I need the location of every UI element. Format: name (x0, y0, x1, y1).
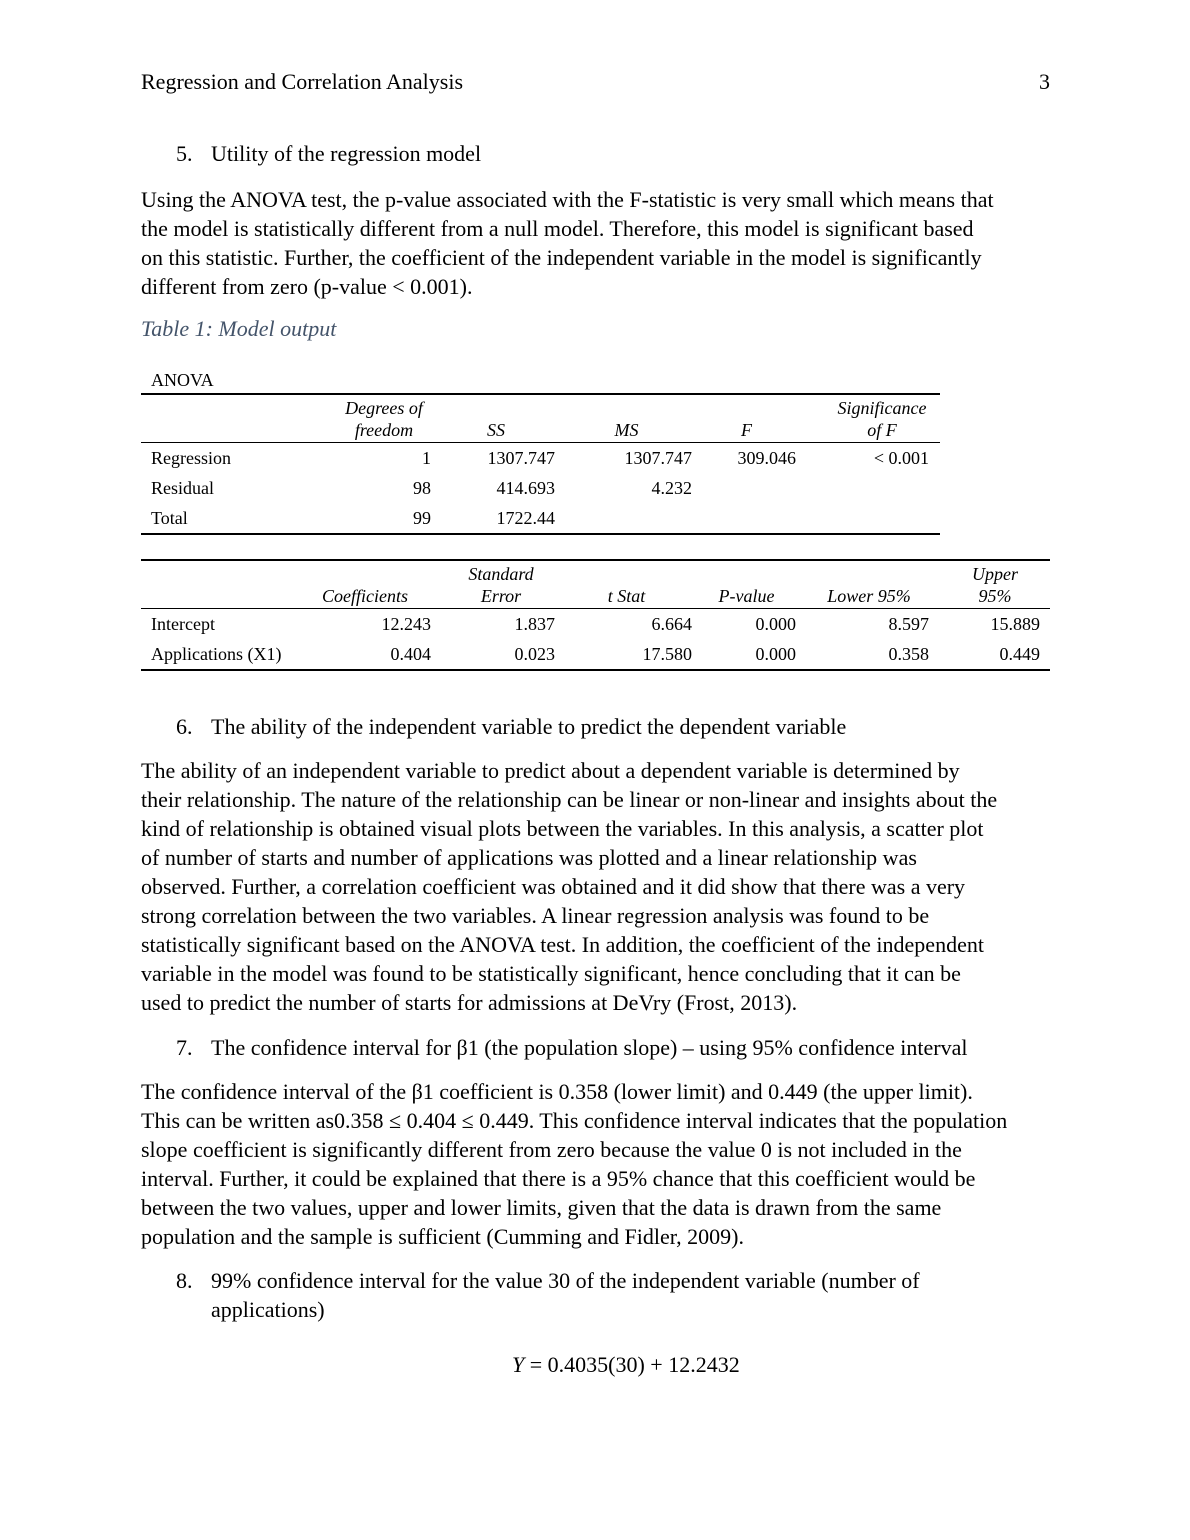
list-number: 6. (176, 714, 193, 739)
list-number: 8. (176, 1268, 193, 1293)
header-cell: Lower 95% (798, 560, 940, 609)
equation-rhs: = 0.4035(30) + 12.2432 (524, 1352, 740, 1377)
table-row (141, 443, 940, 474)
cell: 1.837 (514, 613, 555, 634)
cell: 6.664 (651, 613, 692, 634)
list-heading-line: 99% confidence interval for the value 30 of the independent variable (number of (211, 1268, 920, 1293)
anova-label: ANOVA (151, 370, 214, 390)
cell: 0.449 (999, 643, 1040, 664)
row-label: Regression (151, 447, 231, 468)
cell: 1722.44 (496, 507, 555, 528)
row-label: Residual (151, 477, 214, 498)
cell (798, 473, 940, 503)
paragraph-line: This can be written as0.358 ≤ 0.404 ≤ 0.449. This confidence interval indicates that the population (141, 1108, 1008, 1133)
paragraph-line: kind of relationship is obtained visual plots between the variables. In this analysis, a scatter plot (141, 816, 984, 841)
header-cell: Standard Error (434, 560, 558, 609)
list-number: 7. (176, 1035, 193, 1060)
list-heading-text: Utility of the regression model (211, 141, 482, 166)
cell: 8.597 (888, 613, 929, 634)
paragraph-line: population and the sample is sufficient (Cumming and Fidler, 2009). (141, 1224, 745, 1249)
paragraph-line: slope coefficient is significantly different from zero because the value 0 is not included in the (141, 1137, 962, 1162)
table-row (141, 639, 1050, 670)
header-title: Regression and Correlation Analysis (141, 69, 464, 94)
cell: 99 (413, 507, 431, 528)
paragraph-line: between the two values, upper and lower limits, given that the data is drawn from the same (141, 1195, 942, 1220)
header-cell: P-value (695, 560, 798, 609)
cell: 17.580 (642, 643, 692, 664)
cell (558, 503, 695, 534)
paragraph-line: Using the ANOVA test, the p-value associated with the F-statistic is very small which means that (141, 187, 994, 212)
section-6-heading (176, 712, 1036, 741)
section-5-heading (176, 139, 1036, 168)
header-cell: F (695, 394, 798, 443)
cell (695, 473, 798, 503)
section-6-paragraph (141, 756, 1051, 1017)
table-row (141, 503, 940, 534)
paragraph-line: interval. Further, it could be explained that there is a 95% chance that this coefficient would be (141, 1166, 976, 1191)
header-cell (141, 394, 296, 443)
paragraph-line: on this statistic. Further, the coefficient of the independent variable in the model is significantly (141, 245, 982, 270)
paragraph-line: of number of starts and number of applications was plotted and a linear relationship was (141, 845, 917, 870)
paragraph-line: strong correlation between the two variables. A linear regression analysis was found to be (141, 903, 930, 928)
header-cell: SS (434, 394, 558, 443)
cell (798, 503, 940, 534)
cell: 15.889 (990, 613, 1040, 634)
list-heading-text: The confidence interval for β1 (the population slope) – using 95% confidence interval (211, 1035, 968, 1060)
cell: 1307.747 (624, 447, 692, 468)
paragraph-line: statistically significant based on the ANOVA test. In addition, the coefficient of the independent (141, 932, 984, 957)
section-5-paragraph (141, 185, 1051, 301)
section-7-heading (176, 1033, 1036, 1062)
paragraph-line: observed. Further, a correlation coefficient was obtained and it did show that there was a very (141, 874, 966, 899)
row-label: Total (151, 507, 188, 528)
row-label: Intercept (151, 613, 215, 634)
cell: 1307.747 (487, 447, 555, 468)
cell: 309.046 (737, 447, 796, 468)
table-row (141, 473, 940, 503)
header-cell: t Stat (558, 560, 695, 609)
page-number: 3 (1039, 69, 1050, 94)
header-cell: Coefficients (296, 560, 434, 609)
paragraph-line: The confidence interval of the β1 coefficient is 0.358 (lower limit) and 0.449 (the upper limit). (141, 1079, 973, 1104)
row-label: Applications (X1) (151, 643, 282, 664)
cell: 98 (413, 477, 431, 498)
paragraph-line: different from zero (p-value < 0.001). (141, 274, 473, 299)
header-cell (141, 560, 296, 609)
paragraph-line: used to predict the number of starts for admissions at DeVry (Frost, 2013). (141, 990, 798, 1015)
paragraph-line: variable in the model was found to be statistically significant, hence concluding that it can be (141, 961, 961, 986)
cell: 0.000 (755, 613, 796, 634)
anova-table (141, 393, 940, 535)
cell: 4.232 (651, 477, 692, 498)
list-heading-text: The ability of the independent variable to predict the dependent variable (211, 714, 847, 739)
coefficients-table (141, 559, 1050, 671)
cell: 414.693 (496, 477, 555, 498)
header-cell: Upper 95% (940, 560, 1050, 609)
paragraph-line: the model is statistically different from a null model. Therefore, this model is significant based (141, 216, 974, 241)
prediction-equation (512, 1352, 740, 1378)
table-header-row (141, 394, 940, 443)
cell: 0.023 (514, 643, 555, 664)
list-heading-line: applications) (211, 1297, 325, 1322)
list-number: 5. (176, 141, 193, 166)
table-header-row (141, 560, 1050, 609)
header-cell: Degrees of freedom (296, 394, 434, 443)
section-7-paragraph (141, 1077, 1051, 1251)
cell: < 0.001 (873, 447, 929, 468)
cell: 0.404 (390, 643, 431, 664)
paragraph-line: their relationship. The nature of the relationship can be linear or non-linear and insights about the (141, 787, 998, 812)
table-row (141, 609, 1050, 640)
cell: 12.243 (381, 613, 431, 634)
section-8-heading (176, 1266, 1036, 1324)
paragraph-line: The ability of an independent variable to predict about a dependent variable is determined by (141, 758, 960, 783)
cell (695, 503, 798, 534)
equation-lhs: Y (512, 1352, 525, 1377)
table-caption: Table 1: Model output (141, 316, 337, 341)
header-cell: Significance of F (798, 394, 940, 443)
cell: 0.358 (888, 643, 929, 664)
cell: 0.000 (755, 643, 796, 664)
header-cell: MS (558, 394, 695, 443)
cell: 1 (422, 447, 431, 468)
